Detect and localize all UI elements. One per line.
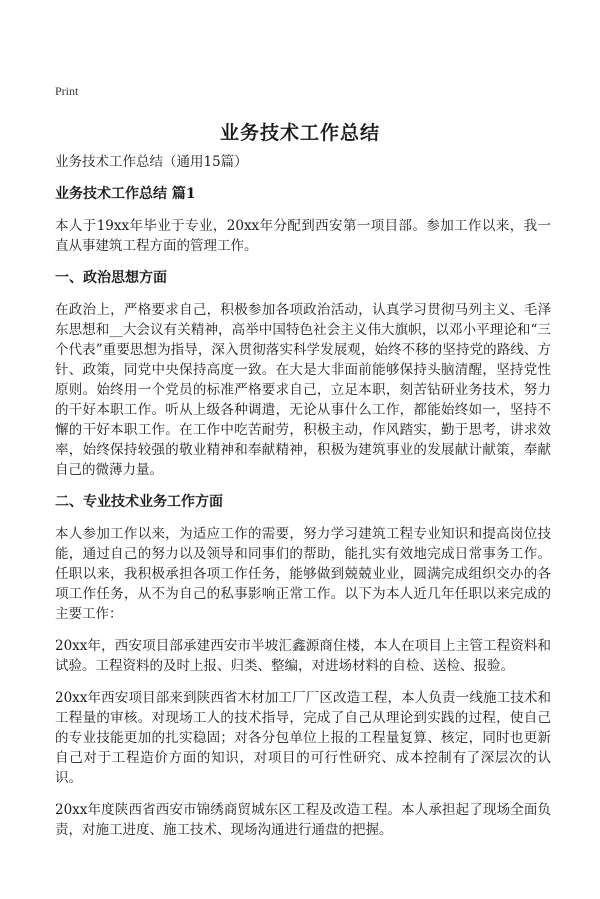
technical-paragraph: 本人参加工作以来，为适应工作的需要，努力学习建筑工程专业知识和提高岗位技能，通过自己的努力以及领导和同事们的帮助，能扎实有效地完成日常事务工作。任职以来，我积极承担各项工作任务，能够做到兢兢业业，圆满完成组织交办的各项工作任务，从不为自己的私事影响正常工作。以下为本人近几年任职以来完成的主要工作： [55,526,551,622]
section-heading-political: 一、政治思想方面 [55,270,167,286]
technical-paragraph: 20xx年度陕西省西安市锦绣商贸城东区工程及改造工程。本人承担起了现场全面负责，对施工进度、施工技术、现场沟通进行通盘的把握。 [55,802,551,838]
document-body [55,152,551,852]
article-heading: 业务技术工作总结 篇1 [55,186,196,202]
political-paragraph: 在政治上，严格要求自己，积极参加各项政治活动，认真学习贯彻马列主义、毛泽东思想和__大会议有关精神，高举中国特色社会主义伟大旗帜，以邓小平理论和“三个代表”重要思想为指导，深入贯彻落实科学发展观，始终不移的坚持党的路线、方针、政策，同党中央保持高度一致。在大是大非面前能够保持头脑清醒，坚持党性原则。始终用一个党员的标准严格要求自己，立足本职，刻苦钻研业务技术，努力的干好本职工作。听从上级各种调遣，无论从事什么工作，都能始终如一，坚持不懈的干好本职工作。在工作中吃苦耐劳，积极主动，作风踏实，勤于思考，讲求效率，始终保持较强的敬业精神和奉献精神，积极为建筑事业的发展献计献策，奉献自己的微薄力量。 [55,302,551,478]
intro-paragraph: 本人于19xx年毕业于专业，20xx年分配到西安第一项目部。参加工作以来，我一直从事建筑工程方面的管理工作。 [55,218,551,254]
page-title: 业务技术工作总结 [219,122,380,144]
section-heading-technical: 二、专业技术业务工作方面 [55,494,223,510]
technical-paragraph: 20xx年西安项目部来到陕西省木材加工厂厂区改造工程，本人负责一线施工技术和工程量的审核。对现场工人的技术指导，完成了自己从理论到实践的过程，使自己的专业技能更加的扎实稳固；对各分包单位上报的工程量复算、核定，同时也更新自己对于工程造价方面的知识，对项目的可行性研究、成本控制有了深层次的认识。 [55,690,551,786]
document-subtitle: 业务技术工作总结（通用15篇） [55,154,248,170]
print-label: Print [55,84,79,98]
technical-paragraph: 20xx年，西安项目部承建西安市半坡汇鑫源商住楼，本人在项目上主管工程资料和试验。工程资料的及时上报、归类、整编，对进场材料的自检、送检、报验。 [55,638,551,674]
